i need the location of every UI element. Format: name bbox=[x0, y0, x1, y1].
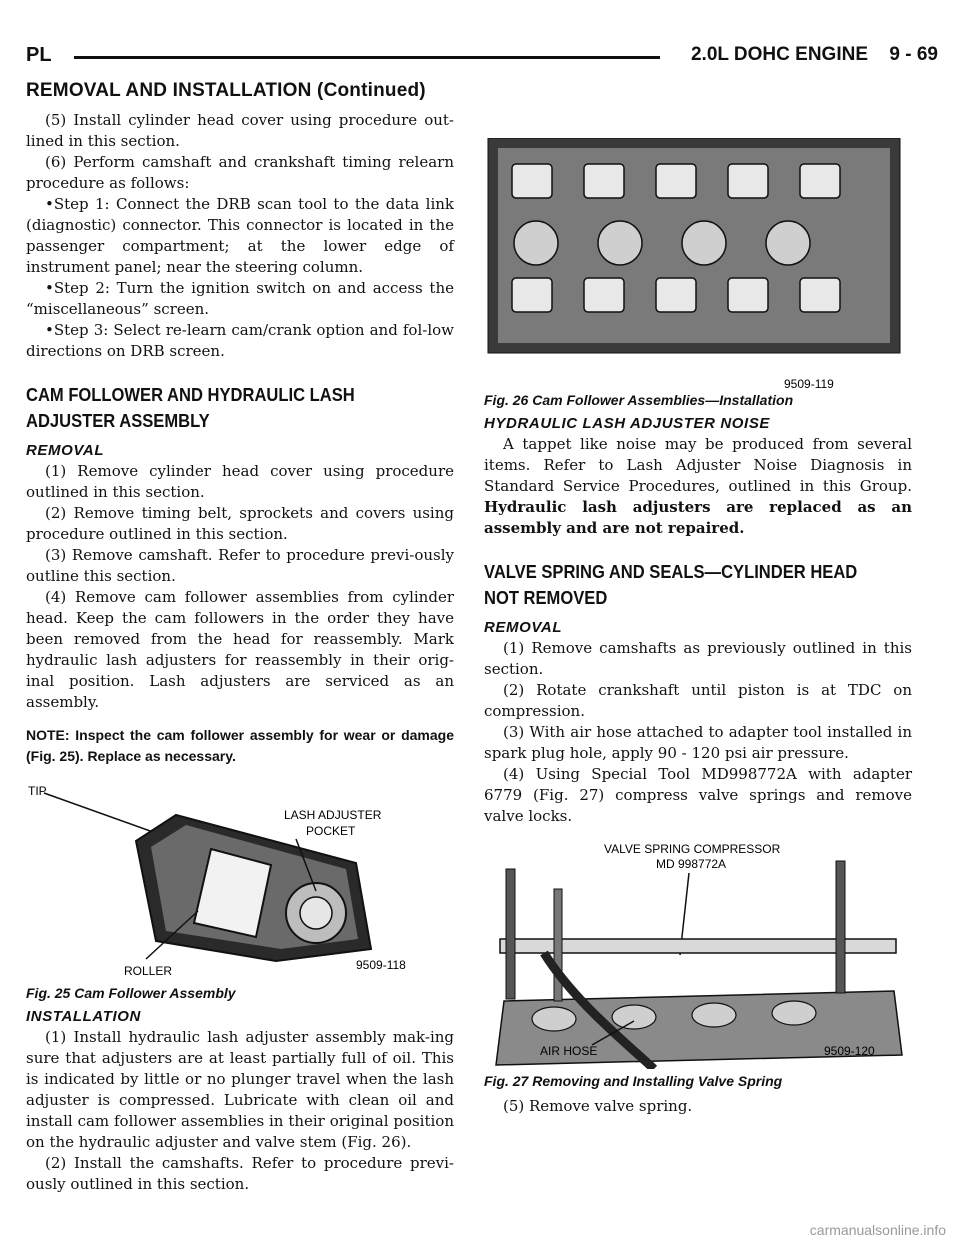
paragraph: (1) Remove camshafts as previously outlined in this section. bbox=[484, 639, 912, 678]
paragraph: (2) Remove timing belt, sprockets and covers using procedure outlined in this section. bbox=[26, 504, 454, 543]
paragraph: (1) Remove cylinder head cover using procedure outlined in this section. bbox=[26, 462, 454, 501]
paragraph: (3) With air hose attached to adapter tool installed in spark plug hole, apply 90 - 120 psi air pressure. bbox=[484, 723, 912, 762]
watermark: carmanualsonline.info bbox=[809, 1222, 946, 1238]
label-compressor: VALVE SPRING COMPRESSOR bbox=[604, 842, 781, 856]
page-number: 9 - 69 bbox=[889, 44, 938, 65]
figure-25 bbox=[26, 781, 454, 1004]
label-roller: ROLLER bbox=[124, 964, 173, 978]
right-column bbox=[484, 138, 912, 1117]
figure-code: 9509-120 bbox=[824, 1044, 875, 1058]
left-column bbox=[26, 110, 454, 1195]
label-tip: TIP bbox=[28, 784, 47, 798]
bullet-item: •Step 3: Select re-learn cam/crank option and fol-low directions on DRB screen. bbox=[26, 321, 454, 360]
section-heading-valve-spring: VALVE SPRING AND SEALS—CYLINDER HEAD NOT REMOVED bbox=[484, 562, 858, 608]
cylinder-head-illustration bbox=[484, 138, 912, 388]
paragraph: (5) Remove valve spring. bbox=[503, 1097, 693, 1115]
bold-statement: Hydraulic lash adjusters are replaced as an assembly and are not repaired. bbox=[484, 498, 912, 537]
bullet-text: Step 2: Turn the ignition switch on and access the “miscellaneous” screen. bbox=[26, 279, 454, 318]
subheading-removal: REMOVAL bbox=[484, 619, 563, 636]
paragraph-text: A tappet like noise may be produced from several items. Refer to Lash Adjuster Noise Diagnosis in Standard Service Procedures, outlined in this Group. bbox=[484, 435, 912, 495]
subheading-removal: REMOVAL bbox=[26, 442, 105, 459]
figure-caption: Fig. 25 Cam Follower Assembly bbox=[26, 985, 236, 1001]
page-header bbox=[26, 44, 938, 78]
bullet-text: Step 3: Select re-learn cam/crank option and fol-low directions on DRB screen. bbox=[26, 321, 454, 360]
paragraph: (6) Perform camshaft and crankshaft timing relearn procedure as follows: bbox=[26, 153, 454, 192]
bullet-text: Step 1: Connect the DRB scan tool to the data link (diagnostic) connector. This connector is located in the passenger compartment; at the lower edge of instrument panel; near the steering column. bbox=[26, 195, 454, 276]
figure-27 bbox=[484, 841, 912, 1092]
figure-26 bbox=[484, 138, 912, 411]
subheading-installation: INSTALLATION bbox=[26, 1008, 141, 1025]
label-lash-adjuster: LASH ADJUSTER bbox=[284, 808, 382, 822]
section-heading-cam-follower: CAM FOLLOWER AND HYDRAULIC LASH ADJUSTER ASSEMBLY bbox=[26, 385, 355, 431]
header-rule bbox=[74, 56, 660, 59]
paragraph: (4) Remove cam follower assemblies from cylinder head. Keep the cam followers in the order they have been removed from the head for reassembly. Mark hydraulic lash adjusters for reassembly in their orig-inal position. Lash adjusters are serviced as an assembly. bbox=[26, 588, 454, 711]
paragraph: (4) Using Special Tool MD998772A with adapter 6779 (Fig. 27) compress valve springs and remove valve locks. bbox=[484, 765, 912, 825]
label-air-hose: AIR HOSE bbox=[540, 1044, 598, 1058]
figure-code: 9509-118 bbox=[356, 958, 406, 972]
paragraph: (3) Remove camshaft. Refer to procedure previ-ously outline this section. bbox=[26, 546, 454, 585]
paragraph: (2) Install the camshafts. Refer to procedure previ-ously outlined in this section. bbox=[26, 1154, 454, 1193]
cam-follower-illustration bbox=[26, 781, 454, 981]
note: NOTE: Inspect the cam follower assembly for wear or damage (Fig. 25). Replace as necessary. bbox=[26, 727, 454, 764]
label-tool-number: MD 998772A bbox=[656, 857, 727, 871]
subheading-lash-noise: HYDRAULIC LASH ADJUSTER NOISE bbox=[484, 415, 771, 432]
header-section-title: 2.0L DOHC ENGINE bbox=[690, 44, 868, 65]
paragraph: (2) Rotate crankshaft until piston is at TDC on compression. bbox=[484, 681, 912, 720]
paragraph: (1) Install hydraulic lash adjuster assembly mak-ing sure that adjusters are at least partially full of oil. This is indicated by little or no plunger travel when the lash adjuster is compressed. Lubricate with clean oil and install cam follower assemblies in their original position on the hydraulic adjuster and valve stem (Fig. 26). bbox=[26, 1028, 454, 1151]
bullet-item: •Step 1: Connect the DRB scan tool to the data link (diagnostic) connector. This connector is located in the passenger compartment; at the lower edge of instrument panel; near the steering column. bbox=[26, 195, 454, 276]
paragraph: (5) Install cylinder head cover using procedure out-lined in this section. bbox=[26, 111, 454, 150]
label-pocket: POCKET bbox=[306, 824, 356, 838]
figure-code: 9509-119 bbox=[784, 377, 834, 388]
figure-caption: Fig. 27 Removing and Installing Valve Spring bbox=[484, 1073, 783, 1089]
paragraph bbox=[484, 434, 912, 539]
bullet-item: •Step 2: Turn the ignition switch on and access the “miscellaneous” screen. bbox=[26, 279, 454, 318]
continued-heading: REMOVAL AND INSTALLATION (Continued) bbox=[26, 80, 426, 101]
header-left-code: PL bbox=[26, 44, 52, 66]
valve-spring-compressor-illustration bbox=[484, 841, 912, 1069]
figure-caption: Fig. 26 Cam Follower Assemblies—Installation bbox=[484, 392, 794, 408]
